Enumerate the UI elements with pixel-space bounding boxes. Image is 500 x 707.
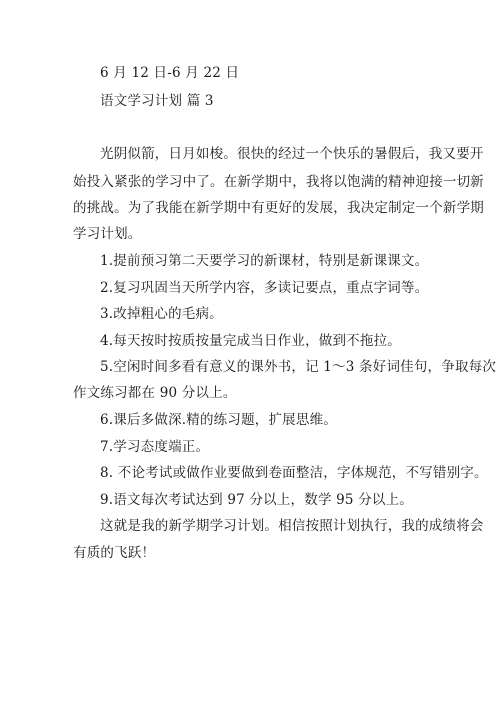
- plan-item-1: 1.提前预习第二天要学习的新课材，特别是新课课文。: [100, 253, 429, 269]
- plan-item-5-line-2: 作文练习都在 90 分以上。: [73, 385, 237, 401]
- plan-item-9: 9.语文每次考试达到 97 分以上，数学 95 分以上。: [100, 492, 414, 508]
- ending-line-2: 有质的飞跃！: [73, 545, 156, 561]
- date-range: 6 月 12 日-6 月 22 日: [100, 65, 240, 81]
- plan-item-6: 6.课后多做深.精的练习题，扩展思维。: [100, 412, 337, 428]
- plan-item-3: 3.改掉粗心的毛病。: [100, 306, 223, 322]
- plan-item-8: 8. 不论考试或做作业要做到卷面整洁，字体规范，不写错别字。: [100, 465, 488, 481]
- intro-line-4: 学习计划。: [73, 226, 142, 242]
- intro-line-1: 光阴似箭，日月如梭。很快的经过一个快乐的暑假后，我又要开: [100, 146, 484, 162]
- intro-line-2: 始投入紧张的学习中了。在新学期中，我将以饱满的精神迎接一切新: [73, 174, 484, 190]
- plan-item-5-line-1: 5.空闲时间多看有意义的课外书，记 1～3 条好词佳句，争取每次: [100, 359, 497, 375]
- document-title: 语文学习计划 篇 3: [100, 93, 214, 109]
- intro-line-3: 的挑战。为了我能在新学期中有更好的发展，我决定制定一个新学期: [73, 200, 484, 216]
- plan-item-4: 4.每天按时按质按量完成当日作业，做到不拖拉。: [100, 333, 401, 349]
- ending-line-1: 这就是我的新学期学习计划。相信按照计划执行，我的成绩将会: [100, 518, 484, 534]
- plan-item-2: 2.复习巩固当天所学内容，多读记要点，重点字词等。: [100, 280, 429, 296]
- plan-item-7: 7.学习态度端正。: [100, 439, 210, 455]
